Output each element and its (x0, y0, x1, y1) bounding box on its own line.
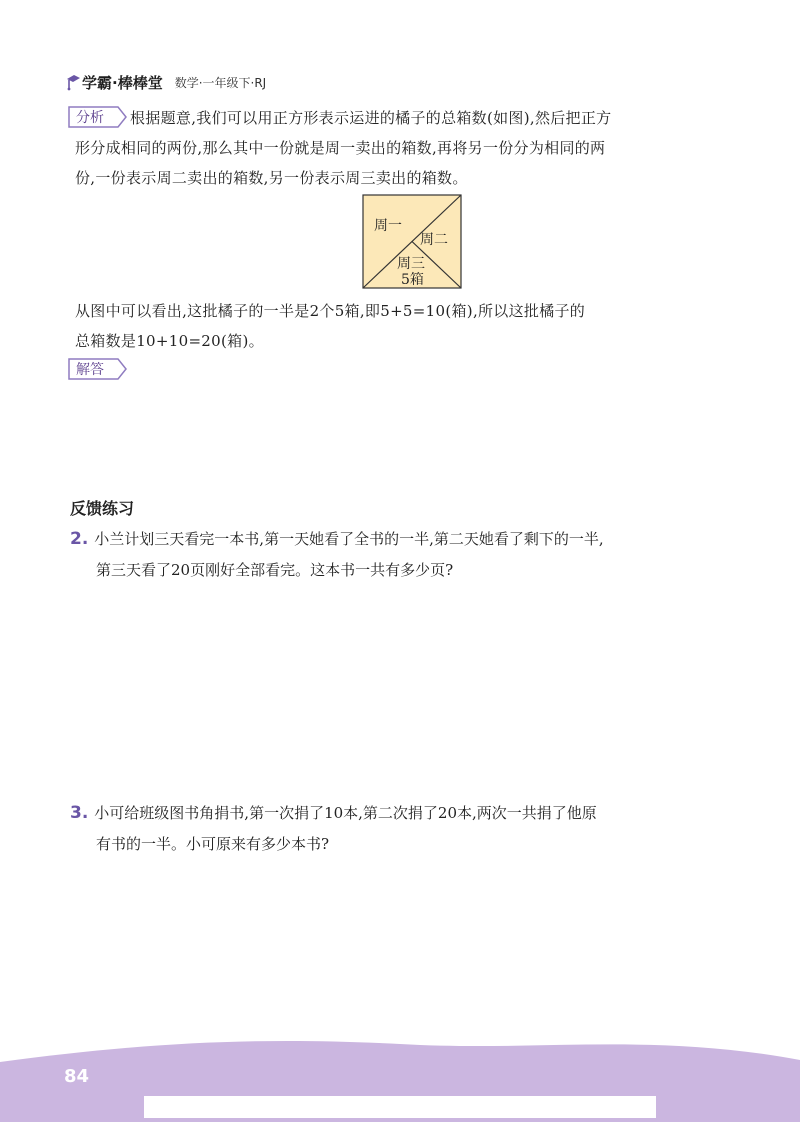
square-diagram-svg (362, 194, 462, 290)
conclusion-text (75, 296, 735, 356)
brand-title: 学霸·棒棒堂 (82, 73, 163, 92)
page-header (66, 70, 266, 94)
practice-title: 反馈练习 (70, 499, 135, 518)
label-tuesday: 周二 (420, 232, 448, 248)
conclusion-line: 从图中可以看出,这批橘子的一半是2个5箱,即5+5=10(箱),所以这批橘子的 (75, 302, 586, 320)
question-number: 3. (70, 803, 89, 823)
analysis-text (75, 103, 735, 193)
square-diagram (362, 194, 462, 294)
conclusion-line: 总箱数是10+10=20(箱)。 (75, 332, 264, 350)
graduation-cap-icon (66, 73, 80, 91)
analysis-tag-label: 分析 (76, 110, 104, 126)
answer-tag-label: 解答 (76, 362, 104, 378)
question-3 (70, 798, 750, 860)
question-line: 第三天看了20页刚好全部看完。这本书一共有多少页? (96, 561, 454, 579)
label-boxes: 5箱 (401, 272, 424, 288)
question-2 (70, 524, 750, 586)
question-number: 2. (70, 529, 89, 549)
question-line: 有书的一半。小可原来有多少本书? (96, 835, 330, 853)
page-number: 84 (64, 1066, 90, 1087)
footer-strip (144, 1096, 656, 1118)
analysis-line: 份,一份表示周二卖出的箱数,另一份表示周三卖出的箱数。 (75, 169, 468, 187)
question-line: 小兰计划三天看完一本书,第一天她看了全书的一半,第二天她看了剩下的一半, (94, 530, 604, 548)
label-monday: 周一 (374, 218, 402, 234)
question-line: 小可给班级图书角捐书,第一次捐了10本,第二次捐了20本,两次一共捐了他原 (94, 804, 597, 822)
label-wednesday: 周三 (397, 256, 425, 272)
subject-label: 数学·一年级下·RJ (174, 75, 267, 90)
analysis-line: 形分成相同的两份,那么其中一份就是周一卖出的箱数,再将另一份分为相同的两 (75, 139, 606, 157)
analysis-line: 根据题意,我们可以用正方形表示运进的橘子的总箱数(如图),然后把正方 (130, 109, 612, 127)
